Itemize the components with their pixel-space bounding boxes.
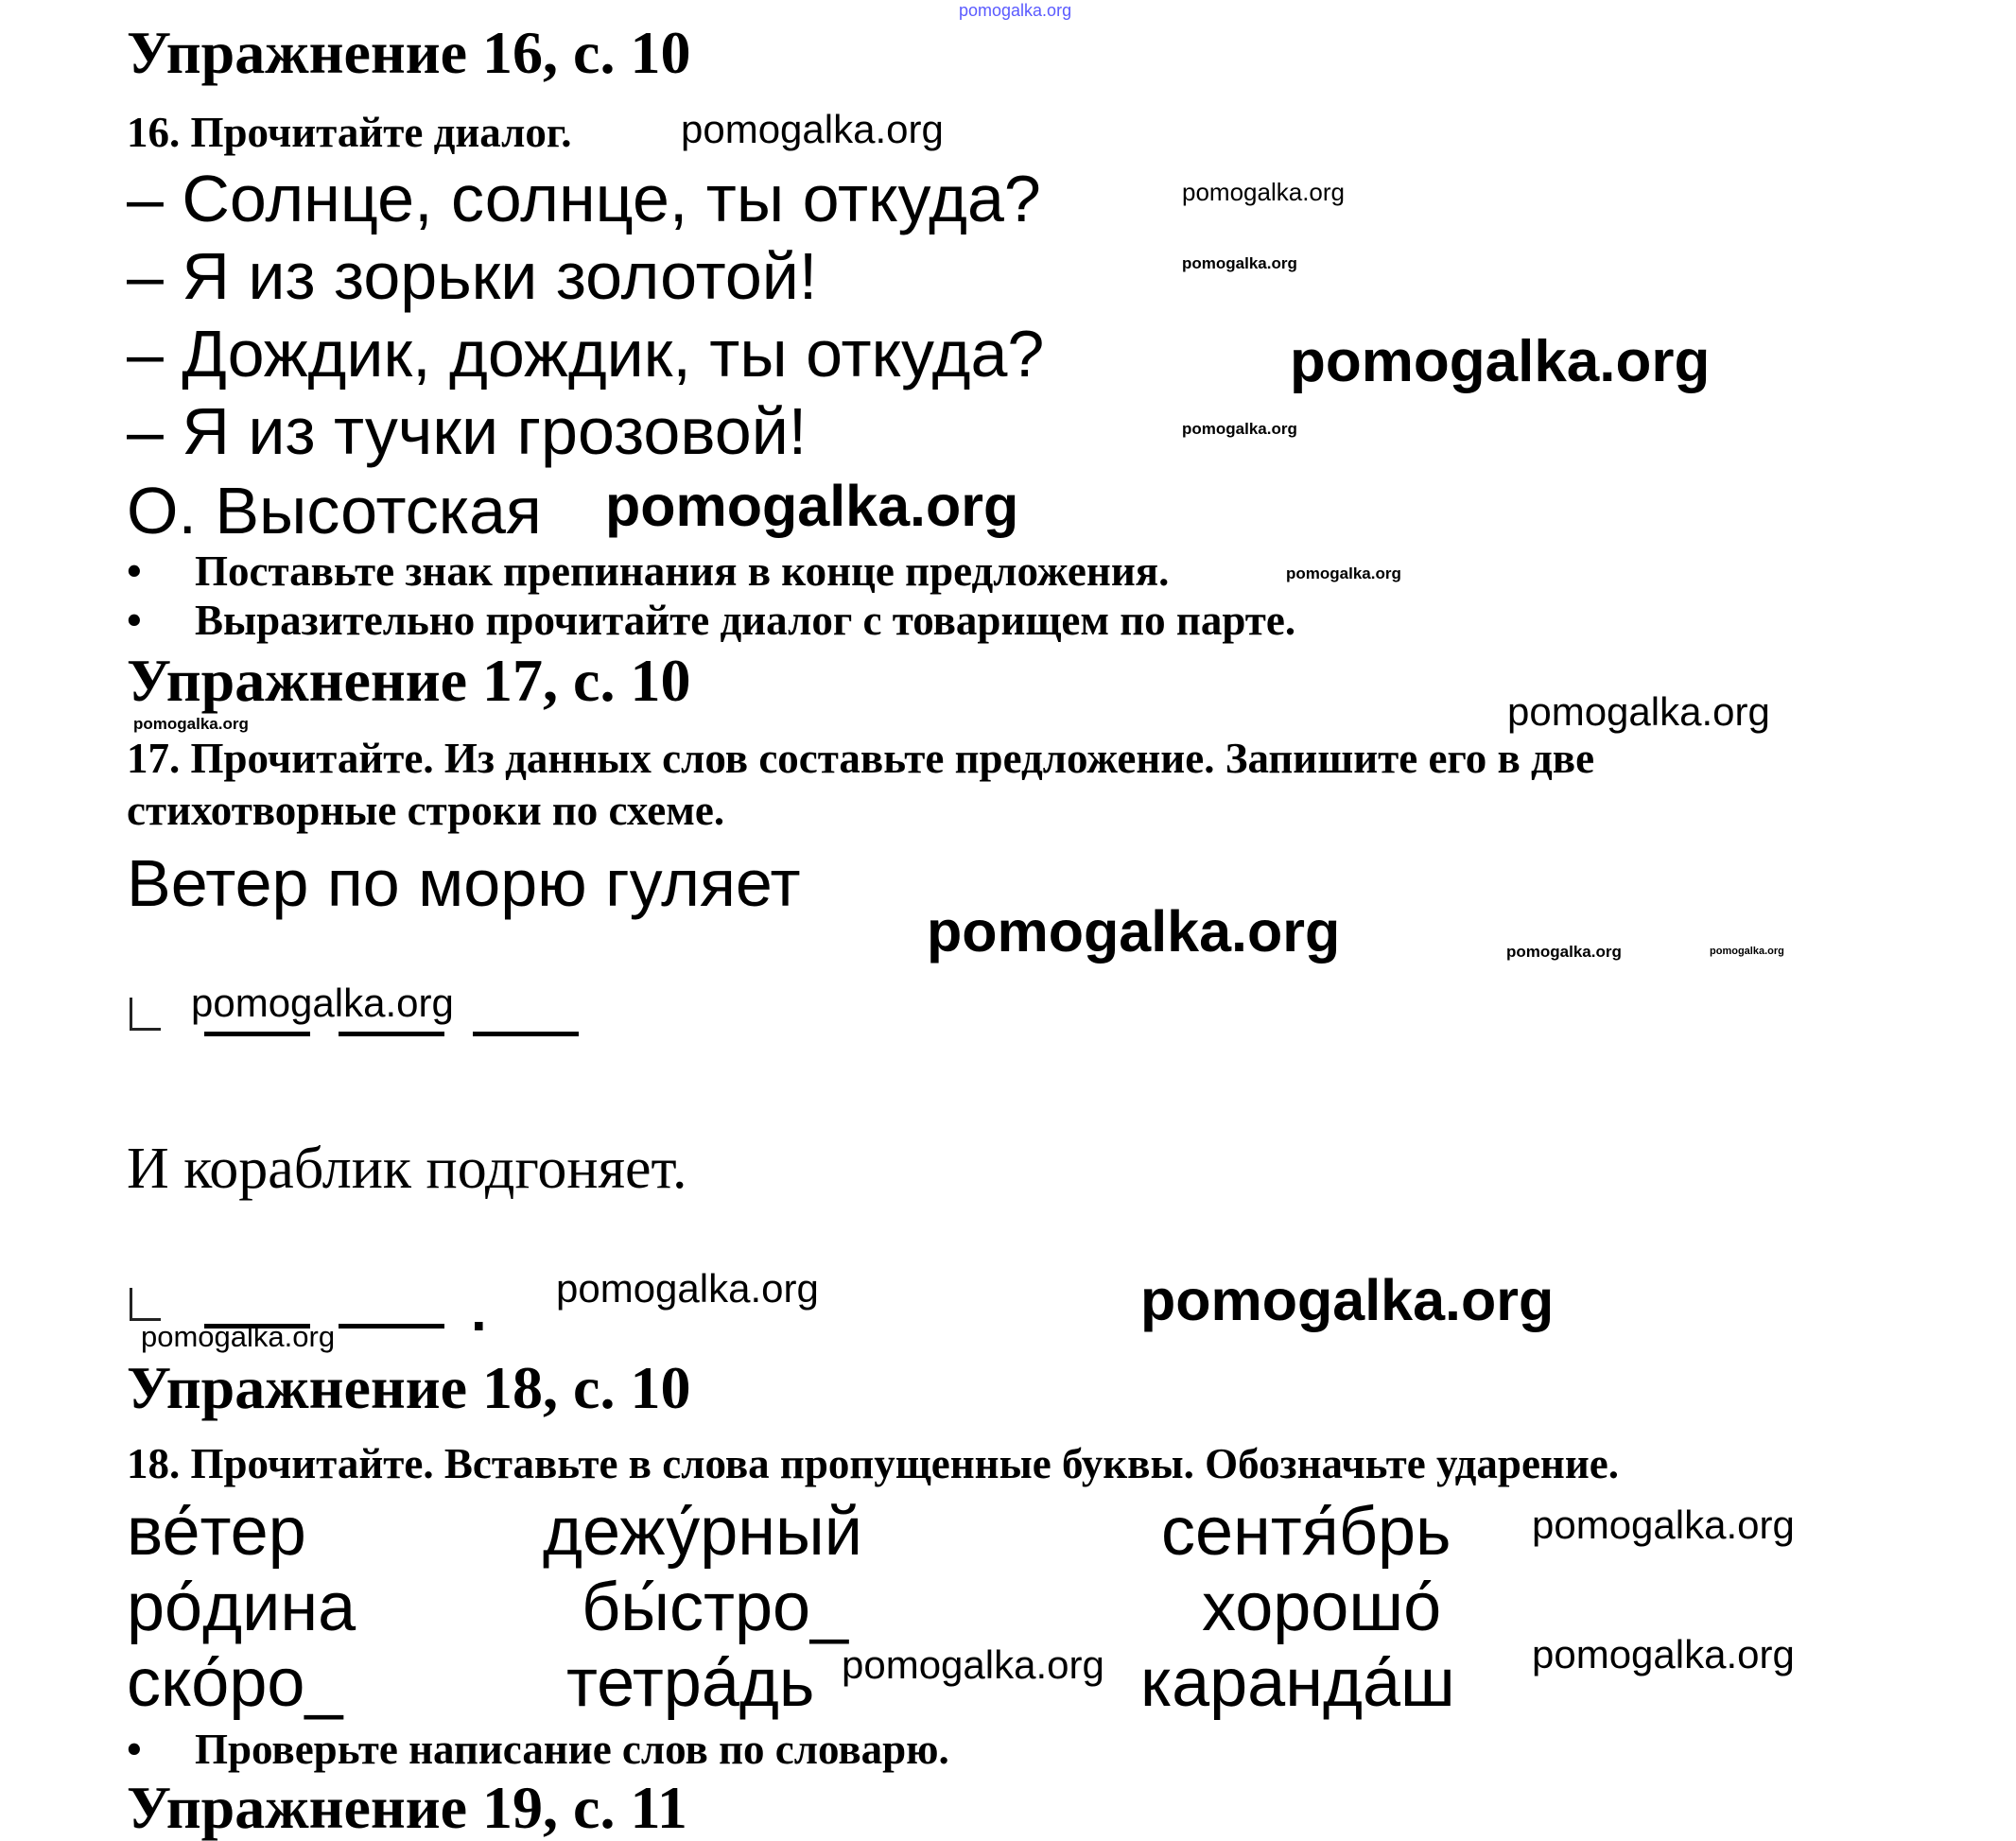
word-blank <box>339 1324 444 1329</box>
dialogue-line: – Солнце, солнце, ты откуда? <box>127 162 1041 235</box>
word-blank <box>473 1032 579 1036</box>
bullet-text: Поставьте знак препинания в конце предложения. <box>195 547 1170 595</box>
bullet-icon: • <box>127 1726 142 1773</box>
sentence-start-icon <box>130 1288 161 1321</box>
poem-line-2: И кораблик подгоняет. <box>127 1137 687 1201</box>
watermark: pomogalka.org <box>1286 564 1401 582</box>
watermark: pomogalka.org <box>605 474 1019 538</box>
word: дежу́рный <box>543 1494 862 1570</box>
watermark: pomogalka.org <box>1290 329 1711 394</box>
exercise-16-instruction: 16. Прочитайте диалог. <box>127 109 572 156</box>
exercise-19-heading: Упражнение 19, с. 11 <box>127 1774 687 1841</box>
poem-author: О. Высотская <box>127 474 542 547</box>
watermark: pomogalka.org <box>1506 943 1622 961</box>
exercise-17-instruction: стихотворные строки по схеме. <box>127 787 725 834</box>
bullet-item <box>127 547 1170 595</box>
watermark: pomogalka.org <box>927 899 1341 964</box>
sentence-end-dot: . <box>471 1279 487 1343</box>
watermark: pomogalka.org <box>1710 946 1784 957</box>
watermark: pomogalka.org <box>1532 1632 1795 1676</box>
bullet-icon: • <box>127 547 142 595</box>
dialogue-line: – Дождик, дождик, ты откуда? <box>127 317 1045 391</box>
word: сентя́брь <box>1161 1494 1451 1570</box>
word: хорошо́ <box>1202 1570 1442 1645</box>
watermark: pomogalka.org <box>842 1642 1104 1687</box>
word: ве́тер <box>127 1494 306 1570</box>
word: бы́стро_ <box>582 1570 849 1645</box>
exercise-16-heading: Упражнение 16, с. 10 <box>127 19 691 86</box>
bullet-icon: • <box>127 597 142 644</box>
word: ро́дина <box>127 1570 356 1645</box>
watermark: pomogalka.org <box>1182 254 1297 272</box>
poem-line-1: Ветер по морю гуляет <box>127 846 801 920</box>
bullet-text: Выразительно прочитайте диалог с товарищем по парте. <box>195 597 1296 644</box>
watermark: pomogalka.org <box>141 1320 336 1353</box>
bullet-text: Проверьте написание слов по словарю. <box>195 1726 949 1773</box>
bullet-item <box>127 599 1295 642</box>
watermark: pomogalka.org <box>556 1266 819 1311</box>
word: каранда́ш <box>1140 1645 1455 1721</box>
word: ско́ро_ <box>127 1645 343 1721</box>
watermark: pomogalka.org <box>1182 178 1345 206</box>
watermark: pomogalka.org <box>1140 1268 1555 1332</box>
word-blank <box>339 1032 444 1036</box>
word-blank <box>204 1032 310 1036</box>
watermark: pomogalka.org <box>959 1 1072 20</box>
watermark: pomogalka.org <box>191 981 454 1025</box>
watermark: pomogalka.org <box>681 107 944 151</box>
watermark: pomogalka.org <box>1182 420 1297 438</box>
dialogue-line: – Я из тучки грозовой! <box>127 394 808 468</box>
sentence-start-icon <box>130 998 161 1031</box>
watermark: pomogalka.org <box>1507 689 1770 734</box>
watermark: pomogalka.org <box>1532 1502 1795 1547</box>
dialogue-line: – Я из зорьки золотой! <box>127 239 818 313</box>
exercise-17-instruction: 17. Прочитайте. Из данных слов составьте предложение. Запишите его в две <box>127 735 1595 782</box>
exercise-18-instruction: 18. Прочитайте. Вставьте в слова пропущенные буквы. Обозначьте ударение. <box>127 1440 1620 1487</box>
exercise-17-heading: Упражнение 17, с. 10 <box>127 647 691 714</box>
watermark: pomogalka.org <box>133 715 249 733</box>
bullet-item <box>127 1728 949 1771</box>
word: тетра́дь <box>566 1645 815 1721</box>
exercise-18-heading: Упражнение 18, с. 10 <box>127 1354 691 1421</box>
